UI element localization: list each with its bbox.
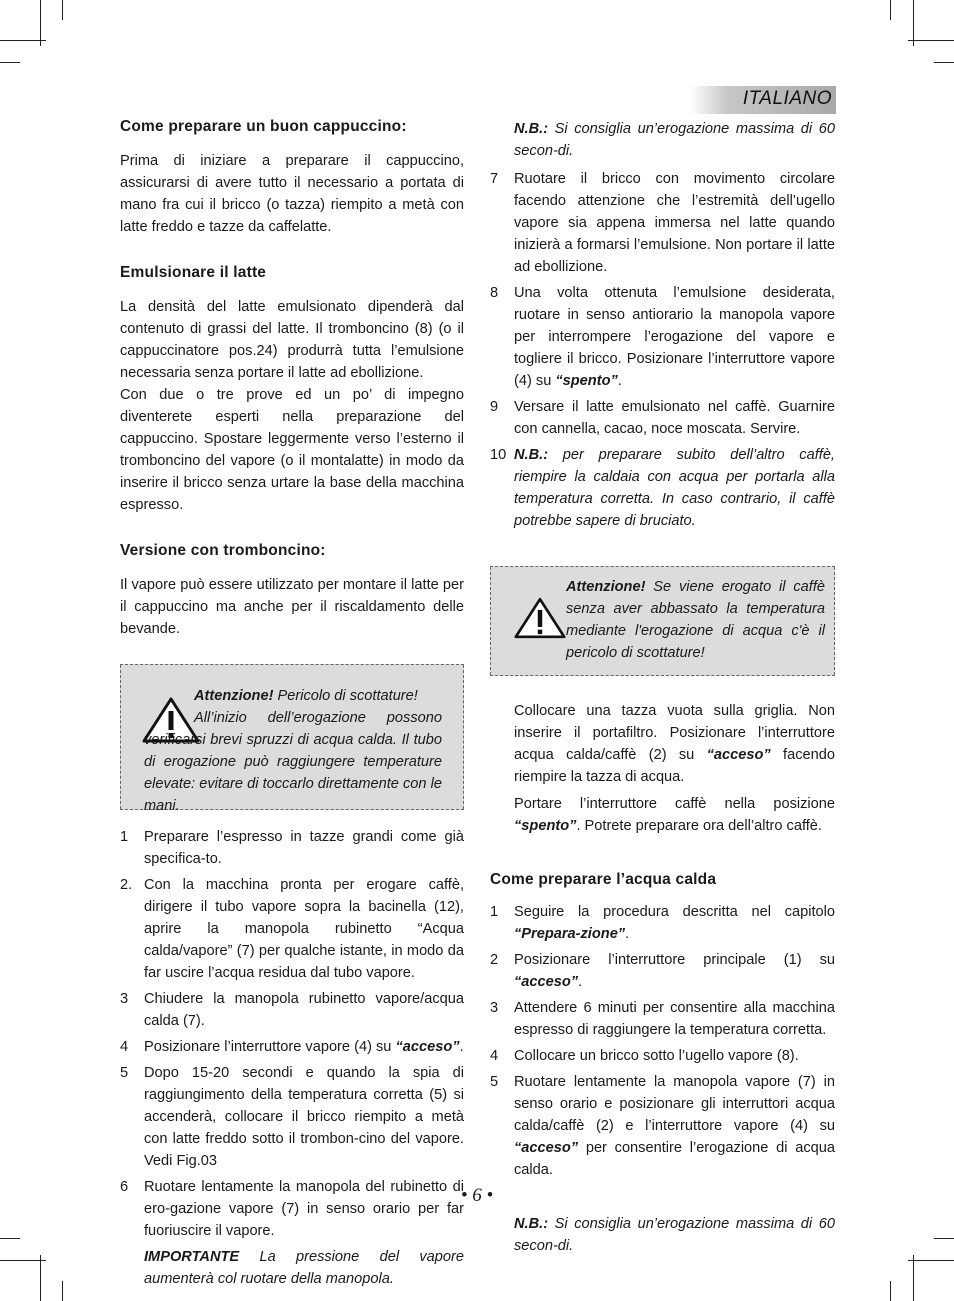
warning-box: [120, 664, 464, 814]
list-item: 2. Con la macchina pronta per erogare caffè, dirigere il tubo vapore sopra la bacinella (12), aprire la manopola rubinetto “Acqua calda/vapore” (7) per qualche istante, in modo da far uscire l’acqua residua dal tubo vapore.: [120, 877, 464, 981]
list-item: 3 Attendere 6 minuti per consentire alla macchina espresso di raggiungere la temperatura corretta.: [490, 1000, 835, 1038]
list-item: 5 Dopo 15-20 secondi e quando la spia di raggiungimento della temperatura corretta (5) si accenderà, collocare il bricco riempito a metà con latte freddo sotto il trombon-cino del vapore. Vedi Fig.03: [120, 1065, 464, 1169]
list-item: 7 Ruotare il bricco con movimento circolare facendo attenzione che l’estremità dell’ugello vapore sia appena immersa nel latte quando inizierà a formarsi l’emulsione. Non portare il latte ad ebollizione.: [490, 171, 835, 275]
warning-text: Attenzione! Se viene erogato il caffè senza aver abbassato la temperatura mediante l'erogazione di acqua c'è il pericolo di scottature!: [566, 579, 825, 661]
list-item: 10 N.B.: per preparare subito dell’altro caffè, riempire la caldaia con acqua per portarla alla temperatura corretta. In caso contrario, il caffè potrebbe sapere di bruciato.: [490, 447, 835, 529]
cup-paragraph: Collocare una tazza vuota sulla griglia. Non inserire il portafiltro. Posizionare l’interruttore acqua calda/caffè (2) su “acceso” facendo riempire la tazza di acqua.: [514, 703, 835, 785]
nb-note-top: N.B.: Si consiglia un’erogazione massima di 60 secon-di.: [514, 121, 835, 159]
warning-text-top: [194, 685, 442, 707]
list-item: 5 Ruotare lentamente la manopola vapore (7) in senso orario e posizionare gli interruttori acqua calda/caffè (2) e l’interruttore vapore (4) su “acceso” per consentire l’erogazione di acqua calda.: [490, 1074, 835, 1178]
right-column: [490, 118, 835, 1257]
list-item: 3 Chiudere la manopola rubinetto vapore/acqua calda (7).: [120, 991, 464, 1029]
list-item: 4 Collocare un bricco sotto l’ugello vapore (8).: [490, 1048, 799, 1064]
intro-paragraph: Prima di iniziare a preparare il cappuccino, assicurarsi di avere tutto il necessario a portata di mano fra cui il bricco (o tazza) riempito a metà con latte freddo e tazze da caffelatte.: [120, 153, 464, 235]
language-tab: [690, 86, 836, 114]
language-label: ITALIANO: [742, 88, 832, 109]
emulsion-paragraph: La densità del latte emulsionato dipenderà dal contenuto di grassi del latte. Il tromboncino (8) (o il cappuccinatore pos.24) produrrà tutta l’emulsione necessaria senza portare il latte ad ebollizione.: [120, 299, 464, 381]
heading-tromboncino: Versione con tromboncino:: [120, 542, 326, 559]
list-item: 9 Versare il latte emulsionato nel caffè. Guarnire con cannella, cacao, noce moscata. Servire.: [490, 399, 835, 437]
list-item: 4 Posizionare l’interruttore vapore (4) su “acceso”.: [120, 1039, 464, 1055]
warning-line1: Pericolo di scottature!: [273, 688, 418, 704]
warning-title: Attenzione!: [194, 688, 274, 704]
heading-cappuccino: Come preparare un buon cappuccino:: [120, 118, 407, 135]
list-item: 1 Preparare l’espresso in tazze grandi come già specifica-to.: [120, 829, 464, 867]
list-item: 1 Seguire la procedura descritta nel capitolo “Prepara-zione”.: [490, 904, 835, 942]
list-item: 8 Una volta ottenuta l’emulsione desiderata, ruotare in senso antiorario la manopola vapore per interrompere l’erogazione del vapore e togliere il bricco. Posizionare l’interruttore vapore (4) su “spento”.: [490, 285, 835, 389]
list-item: 2 Posizionare l’interruttore principale (1) su “acceso”.: [490, 952, 835, 990]
hot-water-steps: [490, 901, 835, 1181]
steps-list: [120, 826, 464, 1290]
left-column: [120, 110, 464, 1290]
warning-text-body: All’inizio dell’erogazione possono verificarsi brevi spruzzi di acqua calda. Il tubo di erogazione può raggiungere temperature elevate: evitare di toccarlo direttamente con le mani.: [144, 710, 442, 814]
coffee-paragraph: Portare l’interruttore caffè nella posizione “spento”. Potrete preparare ora dell’altro caffè.: [514, 796, 835, 834]
heading-acqua-calda: Come preparare l’acqua calda: [490, 871, 717, 888]
warning-box: [490, 566, 835, 676]
nb-note-bottom: N.B.: Si consiglia un’erogazione massima di 60 secon-di.: [514, 1216, 835, 1254]
heading-emulsionare: Emulsionare il latte: [120, 264, 267, 281]
page-number: • 6 •: [460, 1185, 494, 1206]
list-item: 6 Ruotare lentamente la manopola del rubinetto di ero-gazione vapore (7) in senso orario per far fuoriuscire il vapore. IMPORTANTE La pressione del vapore aumenterà col ruotare della manopola.: [120, 1179, 464, 1287]
practice-paragraph: Con due o tre prove ed un po’ di impegno diventerete esperti nella preparazione del cappuccino. Spostare leggermente verso l’esterno il tromboncino del vapore (o il montalatte) in modo da inserire il bricco senza urtare la base della macchina espresso.: [120, 387, 464, 513]
steam-paragraph: Il vapore può essere utilizzato per montare il latte per il cappuccino ma anche per il riscaldamento delle bevande.: [120, 577, 464, 637]
warning-triangle-icon: [514, 597, 566, 639]
